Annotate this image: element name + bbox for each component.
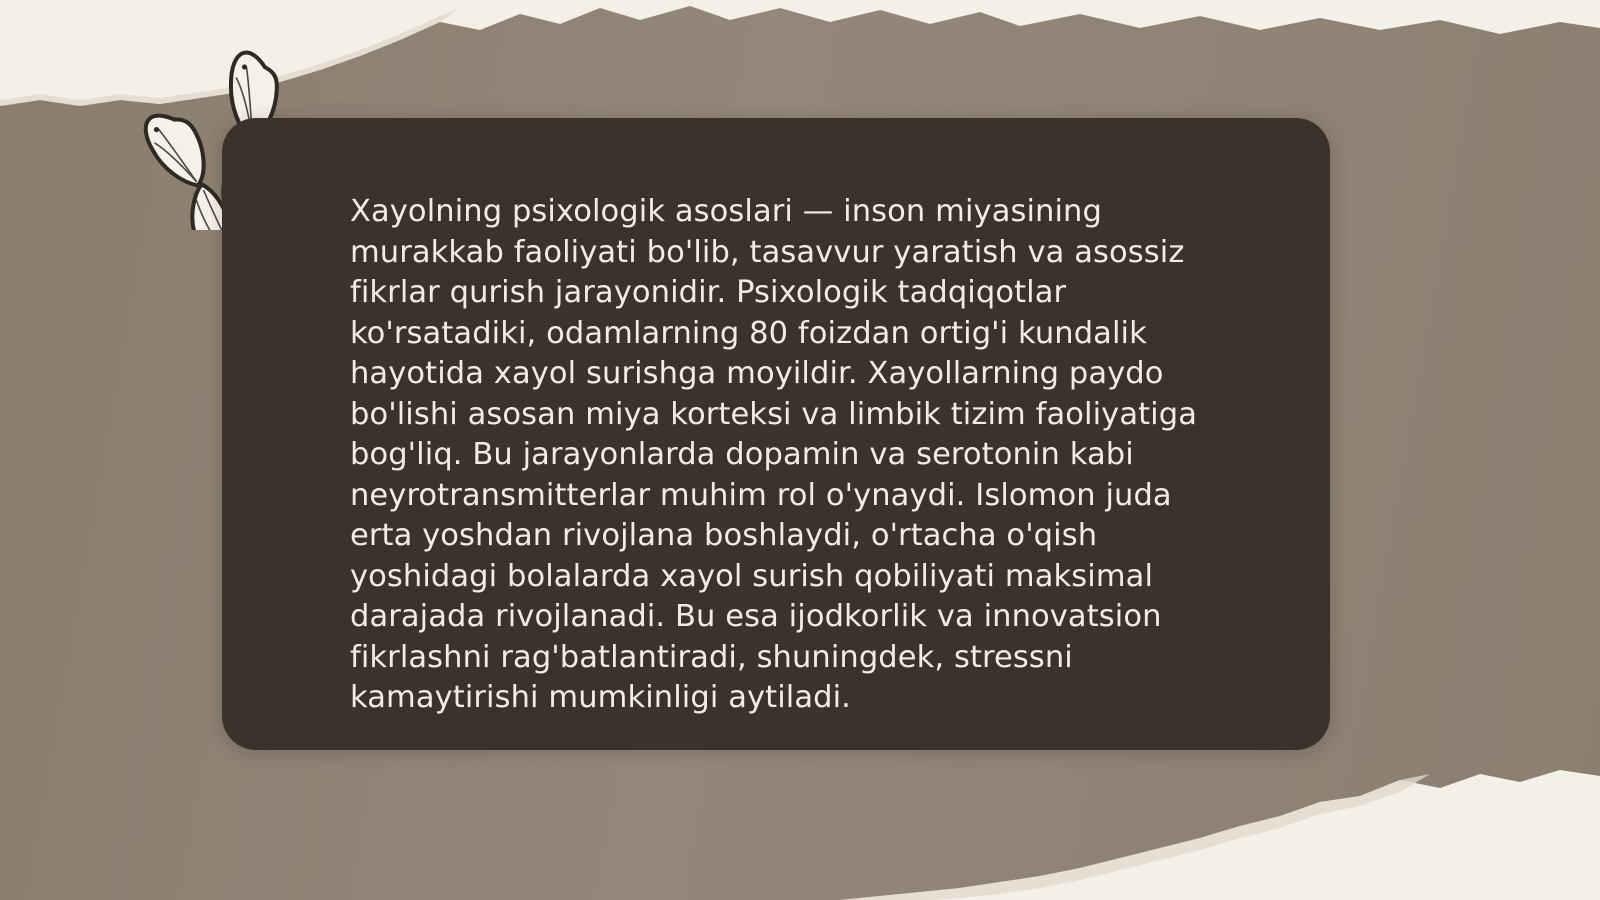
card-body-text: Xayolning psixologik asoslari — inson miyasining murakkab faoliyati bo'lib, tasavvur yaratish va asossiz fikrlar qurish jarayonidir. Psixologik tadqiqotlar ko'rsatadiki, odamlarning 80 foizdan ortig'i kundalik hayotida xayol surishga moyildir. Xayollarning paydo bo'lishi asosan miya korteksi va limbik tizim faoliyatiga bog'liq. Bu jarayonlarda dopamin va serotonin kabi neyrotransmitterlar muhim rol o'ynaydi. Islomon juda erta yoshdan rivojlana boshlaydi, o'rtacha o'qish yoshidagi bolalarda xayol surish qobiliyati maksimal darajada rivojlanadi. Bu esa ijodkorlik va innovatsion fikrlashni rag'batlantiradi, shuningdek, stressni kamaytirishi mumkinligi aytiladi. [350,194,1207,715]
torn-paper-bottom [0,730,1600,900]
